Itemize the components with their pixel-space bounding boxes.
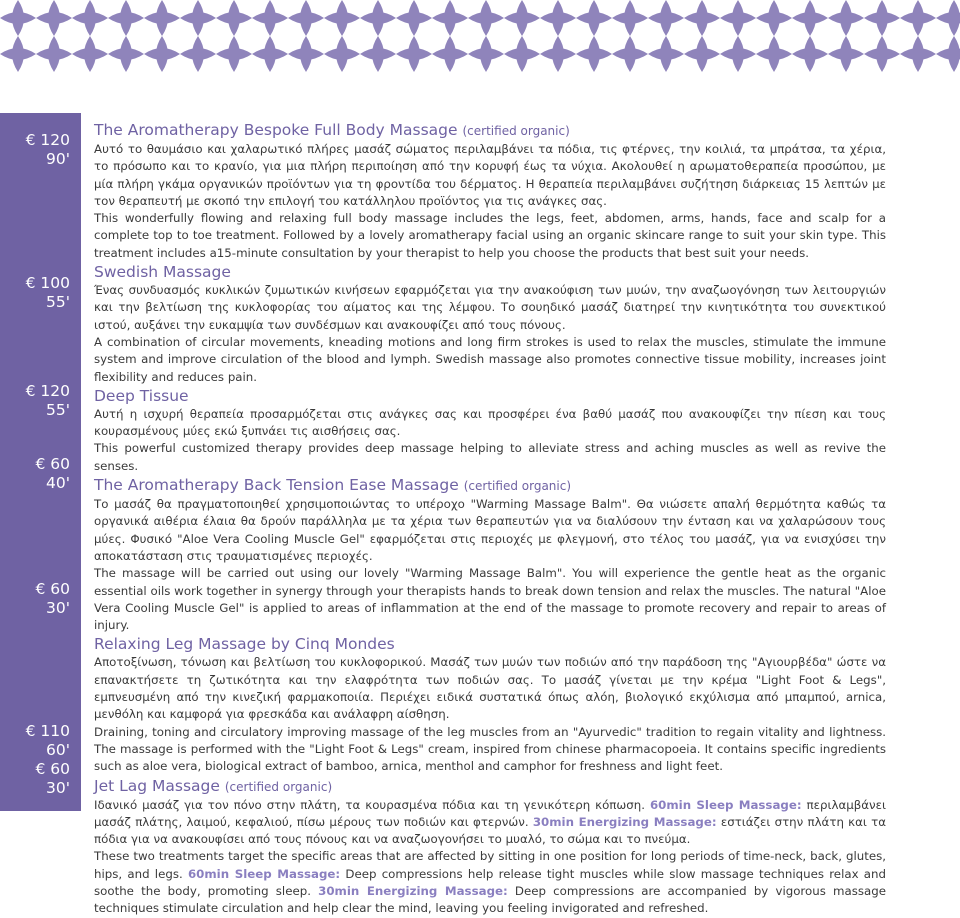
section-title [94,386,886,406]
duration-line: 30' [46,599,70,617]
duration-line: 30' [46,779,70,797]
title-text: The Aromatherapy Back Tension Ease Massage [94,476,459,495]
price-line: € 120 [25,382,70,400]
description-english [94,848,886,917]
price-block-4 [0,455,70,493]
price-block-5 [0,580,70,618]
price-line: € 60 [35,760,70,778]
duration-line: 60' [46,741,70,759]
price-sidebar [0,113,81,811]
treatment-aromatherapy-full-body [94,120,886,262]
description-english: A combination of circular movements, kneading motions and long firm strokes is used to relax the muscles, stimulate the immune system and improve circulation of the blood and lymph. Swedish massage also promotes connective tissue mobility, increases joint flexibility and reduces pain. [94,334,886,384]
section-title [94,262,886,282]
text-segment: Ιδανικό μασάζ για τον πόνο στην πλάτη, τα κουρασμένα πόδια και τη γενικότερη κόπωση. [94,797,650,812]
price-block-3 [0,382,70,420]
duration-line: 90' [46,150,70,168]
title-text: Swedish Massage [94,263,231,282]
treatment-deep-tissue [94,386,886,475]
description-english: The massage will be carried out using our lovely "Warming Massage Balm". You will experience the gentle heat as the organic essential oils work together in synergy through your therapists hands to break down tension and relax the muscles. The natural "Aloe Vera Cooling Muscle Gel" is applied to areas of inflammation at the end of the massage to promote recovery and repair to areas of injury. [94,566,886,633]
energizing-massage-label: 30min Energizing Massage: [532,814,717,829]
title-text: The Aromatherapy Bespoke Full Body Massage [94,121,458,139]
sleep-massage-label: 60min Sleep Massage: [649,797,802,812]
text-segment: περιλαμβάνει μασάζ πλάτης, λαιμού, κεφαλιού, πίσω μέρους των ποδιών και φτερνών. [94,797,887,829]
description-greek: Ένας συνδυασμός κυκλικών ζυμωτικών κινήσεων εφαρμόζεται για την ανακούφιση των μυών, την αναζωογόνηση των λειτουργιών και την βελτίωση της κυκλοφορίας του αίματος και της λέμφου. Το σουηδικό μασάζ διατηρεί την κινητικότητα του συνεκτικού ιστού, αυξάνει την ευκαμψία των συνδέσμων και ανακουφίζει από τους πόνους. [94,283,886,332]
description-greek: Το μασάζ θα πραγματοποιηθεί χρησιμοποιώντας το υπέροχο "Warming Massage Balm". Θα νιώσετε απαλή θερμότητα καθώς τα οργανικά αιθέρια έλαια θα δρούν παράλληλα με τα χέρια των θεραπευτών για να διαλύσουν την ένταση και να χαλαρώσουν τους μύες. Φυσικό "Aloe Vera Cooling Muscle Gel" εφαρμόζεται στις περιοχές με φλεγμονή, στο τέλος του μασάζ, για να ενισχύσει την αποκατάσταση στις τραυματισμένες περιοχές. [94,497,886,563]
section-title [94,475,886,496]
text-segment: Deep compressions are accompanied by vigorous massage techniques stimulate circulation and help clear the mind, leaving you feeling invigorated and refreshed. [94,883,887,916]
treatment-back-tension-ease [94,475,886,634]
price-line: € 60 [35,455,70,473]
text-segment: εστιάζει στην πλάτη και τα πόδια για να ανακουφίσει από τους πόνους και να αναζωογονήσει το μυαλό, το σώμα και το πνεύμα. [94,814,887,847]
price-line: € 100 [25,274,70,292]
duration-line: 55' [46,401,70,419]
description-english: Draining, toning and circulatory improving massage of the leg muscles from an "Ayurvedic" tradition to regain vitality and lightness. The massage is performed with the "Light Foot & Legs" cream, inspired from chinese pharmacopoeia. It contains specific ingredients such as aloe vera, biological extract of bamboo, arnica, menthol and camphor for freshness and light feet. [94,724,886,774]
duration-line: 40' [46,474,70,492]
price-block-2 [0,274,70,312]
text-segment: These two treatments target the specific areas that are affected by sitting in one position for long periods of time-neck, back, glutes, hips, and legs. [94,849,886,881]
treatment-swedish-massage [94,262,886,386]
price-line: € 120 [25,131,70,149]
treatment-list [94,120,886,918]
description-english: This wonderfully flowing and relaxing full body massage includes the legs, feet, abdomen, arms, hands, face and scalp for a complete top to toe treatment. Followed by a lovely aromatherapy facial using an organic skincare range to suit your skin type. This treatment includes a15-minute consultation by your therapist to help you choose the products that best suit your needs. [94,211,886,260]
energizing-massage-label: 30min Energizing Massage: [318,883,508,898]
duration-line: 55' [46,293,70,311]
price-block-1 [0,131,70,169]
title-text: Relaxing Leg Massage by Cinq Mondes [94,635,395,654]
description-greek: Αποτοξίνωση, τόνωση και βελτίωση του κυκλοφορικού. Μασάζ των μυών των ποδιών από την παράδοση της "Αγιουρβέδα" ώστε να επανακτήσετε τη ζωτικότητα και την ελαφρότητα των ποδιών σας. Το μασάζ γίνεται με την κρέμα "Light Foot & Legs", εμπνευσμένη από την κινεζική φαρμακοποιία. Περιέχει ειδικά συστατικά όπως αλόη, βιολογικό εκχύλισμα από μπαμπού, arnica, μενθόλη και καμφορά για φρεσκάδα και ανάλαφρη αίσθηση. [94,655,886,722]
description-greek [94,797,886,849]
title-text: Deep Tissue [94,386,189,405]
treatment-relaxing-leg-massage [94,634,886,775]
title-subtitle: (certified organic) [463,479,572,494]
decorative-banner [0,0,960,72]
description-greek: Αυτό το θαυμάσιο και χαλαρωτικό πλήρες μασάζ σώματος περιλαμβάνει τα πόδια, τις φτέρνες, την κοιλιά, τα μπράτσα, τα χέρια, το πρόσωπο και το κρανίο, για μια πλήρη περιποίηση από την κορυφή έως τα νύχια. Ακολουθεί η αρωματοθεραπεία προσώπου, με μία πλήρη γκάμα οργανικών προϊόντων για τη φροντίδα του δέρματος. Η θεραπεία περιλαμβάνει συζήτηση διάρκειας 15 λεπτών με τον θεραπευτή με σκοπό την επιλογή του κατάλληλου προϊόντος για τις ανάγκες σας. [94,142,886,208]
price-line: € 110 [25,722,70,740]
section-title [94,634,886,654]
section-title [94,120,886,141]
description-english: This powerful customized therapy provides deep massage helping to alleviate stress and aching muscles as well as revive the senses. [94,441,886,473]
title-text: Jet Lag Massage [94,776,220,795]
price-line: € 60 [35,580,70,598]
section-title [94,776,886,797]
title-subtitle: (certified organic) [224,779,333,794]
text-segment: Deep compressions help release tight muscles while slow massage techniques relax and soothe the body, promoting sleep. [94,866,886,898]
banner-pattern-graphic [0,0,960,72]
description-greek: Αυτή η ισχυρή θεραπεία προσαρμόζεται στις ανάγκες σας και προσφέρει ένα βαθύ μασάζ που ανακουφίζει την πίεση και τους κουρασμένους μύες εκώ ξυπνάει τις αισθήσεις σας. [94,406,886,439]
sleep-massage-label: 60min Sleep Massage: [187,866,341,881]
price-block-6 [0,722,70,798]
treatment-jet-lag-massage [94,776,886,918]
title-subtitle: (certified organic) [462,124,570,138]
